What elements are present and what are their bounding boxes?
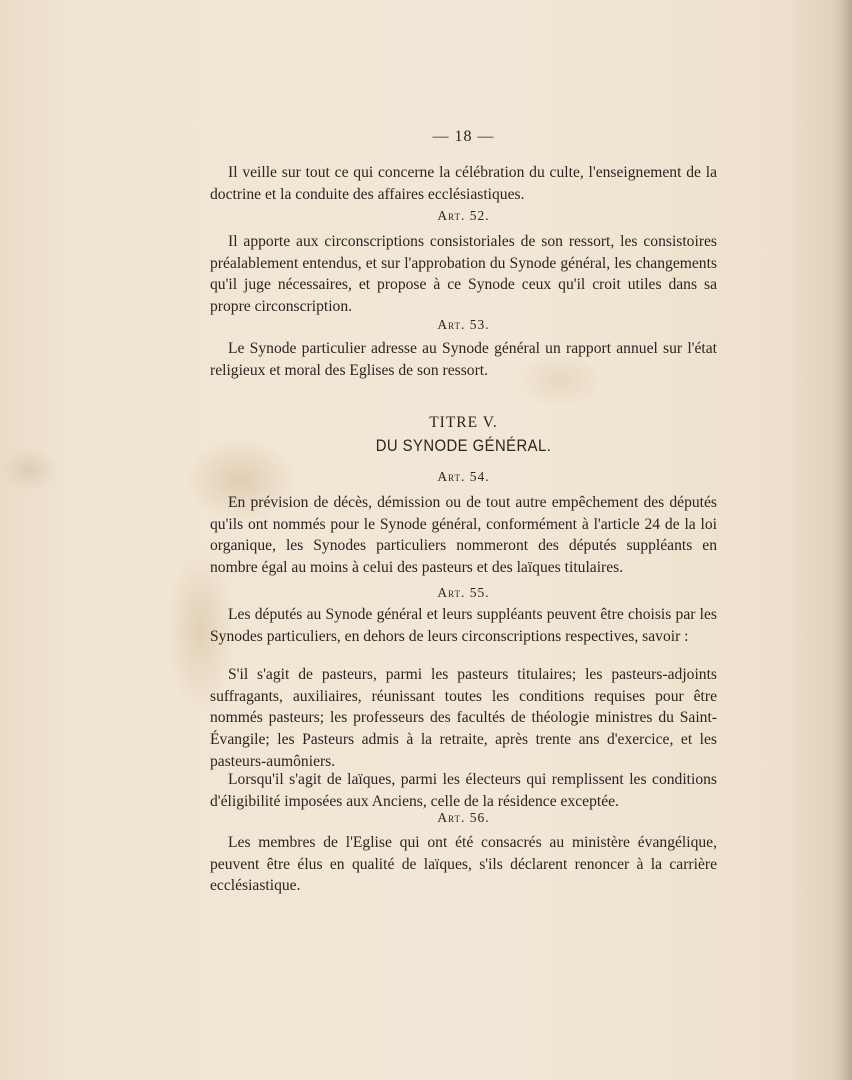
paragraph-4: En prévision de décès, démission ou de tout autre empêchement des députés qu'ils ont nommés pour le Synode général, conformément à l'article 24 de la loi organique, les Synodes particuliers nommeront des députés suppléants en nombre égal au moins à celui des pasteurs et des laïques titulaires. [210, 494, 717, 577]
page-edge-shadow [834, 0, 852, 1080]
article-54-heading: Art. 54. [437, 469, 490, 484]
article-55-heading: Art. 55. [437, 585, 490, 600]
article-53-heading: Art. 53. [437, 317, 490, 332]
paragraph-3: Le Synode particulier adresse au Synode général un rapport annuel sur l'état religieux et moral des Eglises de son ressort. [210, 340, 717, 379]
title-v: TITRE V. [429, 414, 498, 431]
article-52-heading: Art. 52. [437, 208, 490, 223]
paragraph-7: Lorsqu'il s'agit de laïques, parmi les électeurs qui remplissent les conditions d'éligibilité imposées aux Anciens, celle de la résidence exceptée. [210, 771, 717, 810]
paragraph-8: Les membres de l'Eglise qui ont été consacrés au ministère évangélique, peuvent être élus en qualité de laïques, s'ils déclarent renoncer à la carrière ecclésiastique. [210, 834, 717, 895]
paragraph-2: Il apporte aux circonscriptions consistoriales de son ressort, les consistoires préalablement entendus, et sur l'approbation du Synode général, les changements qu'il juge nécessaires, et propose à ce Synode ceux qu'il croit utiles dans sa propre circonscription. [210, 233, 717, 316]
section-heading: DU SYNODE GÉNÉRAL. [375, 437, 552, 455]
paragraph-1: Il veille sur tout ce qui concerne la célébration du culte, l'enseignement de la doctrine et la conduite des affaires ecclésiastiques. [210, 164, 717, 203]
article-56-heading: Art. 56. [437, 810, 490, 825]
paragraph-5: Les députés au Synode général et leurs suppléants peuvent être choisis par les Synodes particuliers, en dehors de leurs circonscriptions respectives, savoir : [210, 606, 717, 645]
paragraph-6: S'il s'agit de pasteurs, parmi les pasteurs titulaires; les pasteurs-adjoints suffragants, auxiliaires, réunissant toutes les conditions requises pour être nommés pasteurs; les professeurs des facultés de théologie ministres du Saint-Évangile; les Pasteurs admis à la retraite, après trente ans d'exercice, et les pasteurs-aumôniers. [210, 666, 717, 770]
page-number: — 18 — [432, 128, 495, 145]
